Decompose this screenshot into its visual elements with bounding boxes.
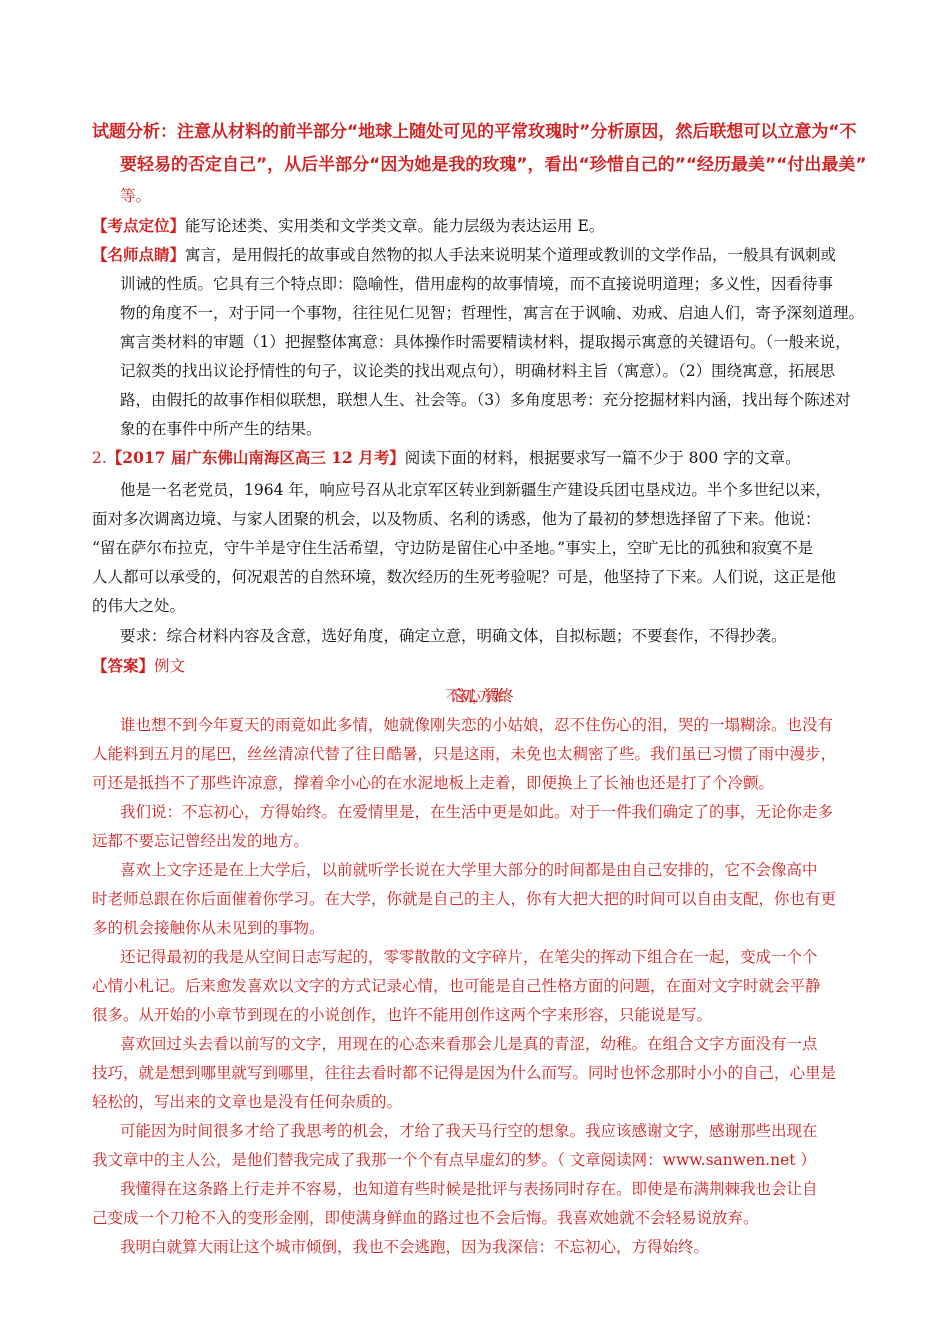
material-line: “留在萨尔布拉克，守牛羊是守住生活希望，守边防是留住心中圣地。”事实上，空旷无比的孤独和寂寞不是 xyxy=(92,539,814,557)
mingshi-line: 物的角度不一，对于同一个事物，往往见仁见智；哲理性，寓言在于讽喻、劝戒、启迪人们，寄予深刻道理。 xyxy=(120,304,865,322)
material-line: 他是一名老党员，1964 年，响应号召从北京军区转业到新疆生产建设兵团屯垦戍边。半个多世纪以来， xyxy=(120,481,831,499)
essay-line: 可还是抵挡不了那些许凉意，撑着伞小心的在水泥地板上走着，即便换上了长袖也还是打了个冷颤。 xyxy=(92,774,775,792)
question-2-heading xyxy=(92,446,801,468)
analysis-line: 要轻易的否定自己”，从后半部分“因为她是我的玫瑰”，看出“珍惜自己的”“经历最美”“付出最美” xyxy=(120,155,867,175)
material-line: 面对多次调离边境、与家人团聚的机会，以及物质、名利的诱惑，他为了最初的梦想选择留了下来。他说： xyxy=(92,510,821,528)
answer-label: 例文 xyxy=(154,657,186,675)
mingshi-line: 路，由假托的故事作相似联想，联想人生、社会等。（3）多角度思考：充分挖掘材料内涵，找出每个陈述对 xyxy=(120,391,851,409)
essay-line: 我们说：不忘初心，方得始终。在爱情里是，在生活中更是如此。对于一件我们确定了的事，无论你走多 xyxy=(120,803,834,821)
essay-line: 远都不要忘记曾经出发的地方。 xyxy=(92,832,310,850)
essay-line: 我懂得在这条路上行走并不容易，也知道有些时候是批评与表扬同时存在。即使是布满荆棘我也会让自 xyxy=(120,1180,818,1198)
question-prompt: 阅读下面的材料，根据要求写一篇不少于 800 字的文章。 xyxy=(404,449,801,467)
mingshi-line: 记叙类的找出议论抒情性的句子，议论类的找出观点句），明确材料主旨（寓意）。（2）围绕寓意，拓展思 xyxy=(120,362,836,380)
essay-line: 多的机会接触你从未见到的事物。 xyxy=(92,919,325,937)
essay-line: 时老师总跟在你后面催着你学习。在大学，你就是自己的主人，你有大把大把的时间可以自由支配，你也有更 xyxy=(92,890,837,908)
mingshi-line: 象的在事件中所产生的结果。 xyxy=(120,420,322,438)
essay-line: 很多。从开始的小章节到现在的小说创作，也许不能用创作这两个字来形容，只能说是写。 xyxy=(92,1006,713,1024)
essay-line: 还记得最初的我是从空间日志写起的，零零散散的文字碎片，在笔尖的挥动下组合在一起，变成一个个 xyxy=(120,948,818,966)
essay-line: 心情小札记。后来愈发喜欢以文字的方式记录心情，也可能是自己性格方面的问题，在面对文字时就会平静 xyxy=(92,977,821,995)
analysis-line: 试题分析：注意从材料的前半部分“地球上随处可见的平常玫瑰时”分析原因，然后联想可以立意为“不 xyxy=(92,122,857,142)
analysis-line: 等。 xyxy=(120,187,152,205)
material-line: 人人都可以承受的，何况艰苦的自然环境，数次经历的生死考验呢？可是，他坚持了下来。人们说，这正是他 xyxy=(92,568,837,586)
mingshi-line: 训诫的性质。它具有三个特点即：隐喻性，借用虚构的故事情境，而不直接说明道理；多义性，因看待事 xyxy=(120,275,834,293)
essay-line: 技巧，就是想到哪里就写到哪里，往往去看时都不记得是因为什么而写。同时也怀念那时小小的自己，心里是 xyxy=(92,1064,837,1082)
essay-title: 不忘初心，方得始终 xyxy=(445,687,505,705)
answer-heading xyxy=(92,654,185,676)
question-source: 【2017 届广东佛山南海区高三 12 月考】 xyxy=(106,448,405,467)
requirement-line: 要求：综合材料内容及含意，选好角度，确定立意，明确文体，自拟标题；不要套作，不得抄袭。 xyxy=(120,627,787,645)
essay-line: 人能料到五月的尾巴，丝丝清凉代替了往日酷暑，只是这雨，未免也太稠密了些。我们虽已习惯了雨中漫步， xyxy=(92,745,837,763)
essay-line: 我文章中的主人公，是他们替我完成了我那一个个有点早虚幻的梦。（ 文章阅读网：www.sanwen.net ） xyxy=(92,1151,816,1169)
mingshi-line: 寓言类材料的审题（1）把握整体寓意：具体操作时需要精读材料，提取揭示寓意的关键语句。（一般来说， xyxy=(120,333,851,351)
mingshi-line: 寓言，是用假托的故事或自然物的拟人手法来说明某个道理或教训的文学作品，一般具有讽刺或 xyxy=(185,246,837,264)
kaodian-text: 能写论述类、实用类和文学类文章。能力层级为表达运用 E。 xyxy=(185,217,605,235)
essay-line: 己变成一个刀枪不入的变形金刚，即使满身鲜血的路过也不会后悔。我喜欢她就不会轻易说放弃。 xyxy=(92,1209,759,1227)
kaodian-line xyxy=(92,214,604,236)
material-line: 的伟大之处。 xyxy=(92,597,186,615)
kaodian-tag: 【考点定位】 xyxy=(92,216,186,235)
essay-line: 谁也想不到今年夏天的雨竟如此多情，她就像刚失恋的小姑娘，忍不住伤心的泪，哭的一塌糊涂。也没有 xyxy=(120,716,834,734)
question-number: 2. xyxy=(92,449,107,467)
mingshi-first-line xyxy=(92,243,836,265)
mingshi-tag: 【名师点睛】 xyxy=(92,245,186,264)
essay-line: 我明白就算大雨让这个城市倾倒，我也不会逃跑，因为我深信：不忘初心，方得始终。 xyxy=(120,1238,710,1256)
essay-line: 轻松的，写出来的文章也是没有任何杂质的。 xyxy=(92,1093,403,1111)
essay-line: 喜欢上文字还是在上大学后，以前就听学长说在大学里大部分的时间都是由自己安排的，它不会像高中 xyxy=(120,861,818,879)
essay-line: 可能因为时间很多才给了我思考的机会，才给了我天马行空的想象。我应该感谢文字，感谢那些出现在 xyxy=(120,1122,818,1140)
answer-tag: 【答案】 xyxy=(92,656,155,675)
essay-line: 喜欢回过头去看以前写的文字，用现在的心态来看那会儿是真的青涩，幼稚。在组合文字方面没有一点 xyxy=(120,1035,818,1053)
